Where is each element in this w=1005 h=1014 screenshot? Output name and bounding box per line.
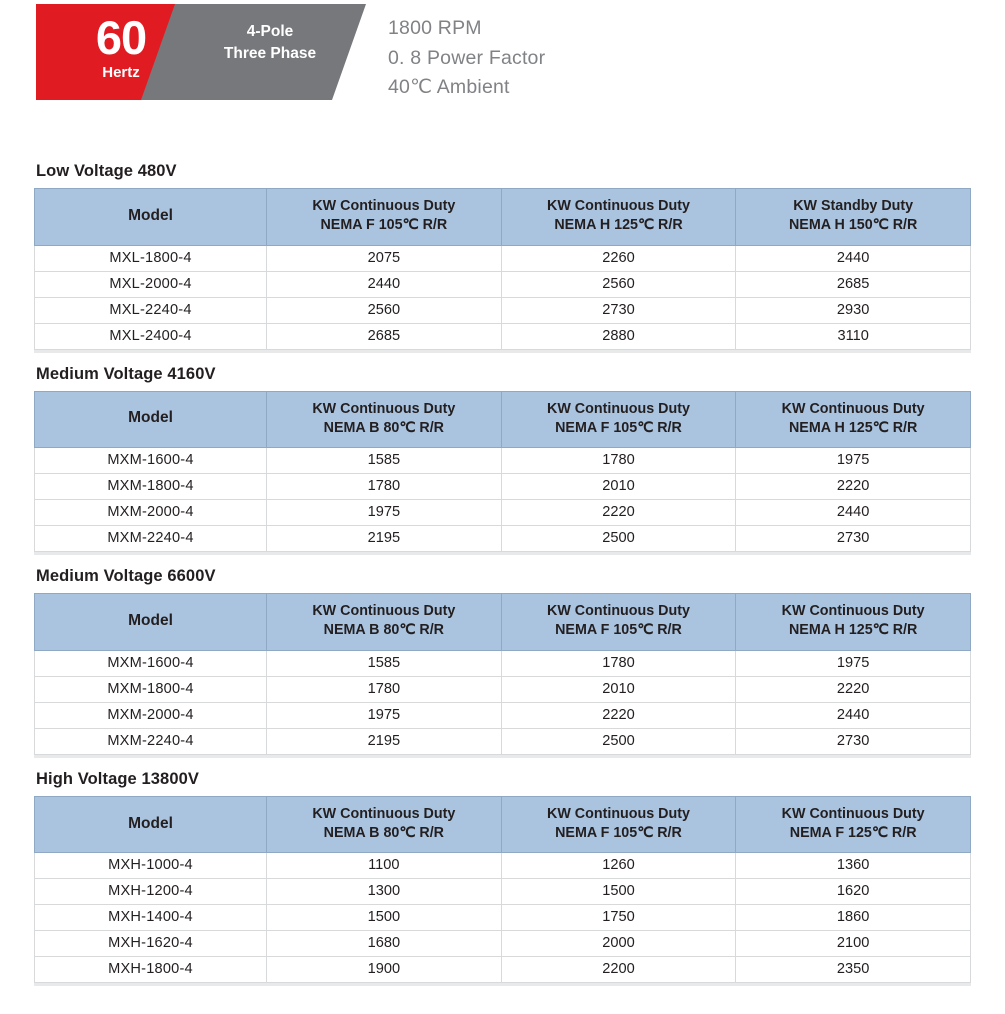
rating-cell: 2195 xyxy=(267,728,502,754)
column-header-line: KW Continuous Duty xyxy=(312,400,456,417)
model-cell: MXL-1800-4 xyxy=(35,245,267,271)
rating-cell: 2440 xyxy=(267,271,502,297)
rating-cell: 2010 xyxy=(501,676,736,702)
column-header-rating xyxy=(736,189,971,246)
column-header-line: KW Continuous Duty xyxy=(312,805,456,822)
rating-cell: 1975 xyxy=(736,448,971,474)
section-title: High Voltage 13800V xyxy=(36,769,199,788)
rating-cell: 2350 xyxy=(736,957,971,983)
table-header-row xyxy=(35,189,971,246)
model-cell: MXM-2000-4 xyxy=(35,500,267,526)
rating-cell: 1750 xyxy=(501,905,736,931)
model-cell: MXM-2000-4 xyxy=(35,702,267,728)
column-header-line: NEMA H 125℃ R/R xyxy=(554,217,683,234)
model-cell: MXM-1600-4 xyxy=(35,448,267,474)
rating-cell: 1500 xyxy=(267,905,502,931)
section-title: Medium Voltage 6600V xyxy=(36,567,216,586)
column-header-line: KW Standby Duty xyxy=(793,198,914,214)
column-header-line: KW Continuous Duty xyxy=(781,805,925,822)
table-container xyxy=(34,188,971,353)
rating-cell: 2930 xyxy=(736,297,971,323)
ratings-table xyxy=(34,796,971,984)
column-header-line: NEMA H 150℃ R/R xyxy=(788,217,918,234)
column-header-rating xyxy=(501,189,736,246)
rating-cell: 1680 xyxy=(267,931,502,957)
ratings-table xyxy=(34,593,971,755)
rating-cell: 2220 xyxy=(736,676,971,702)
rating-cell: 2685 xyxy=(736,271,971,297)
rating-cell: 2010 xyxy=(501,474,736,500)
table-container xyxy=(34,593,971,758)
rating-cell: 1260 xyxy=(501,853,736,879)
table-header-row xyxy=(35,594,971,651)
rating-cell: 2500 xyxy=(501,526,736,552)
rating-cell: 1975 xyxy=(736,650,971,676)
model-cell: MXH-1620-4 xyxy=(35,931,267,957)
column-header-rating xyxy=(736,796,971,853)
table-row xyxy=(35,448,971,474)
column-header-line: NEMA F 105℃ R/R xyxy=(555,419,682,436)
spec-rpm: 1800 RPM xyxy=(388,17,482,39)
column-header-rating xyxy=(501,796,736,853)
rating-cell: 2730 xyxy=(736,728,971,754)
column-header-line: KW Continuous Duty xyxy=(312,198,456,214)
model-cell: MXH-1200-4 xyxy=(35,879,267,905)
model-cell: MXM-1800-4 xyxy=(35,474,267,500)
spec-ambient: 40℃ Ambient xyxy=(388,76,510,99)
table-row xyxy=(35,957,971,983)
rating-cell: 1975 xyxy=(267,702,502,728)
ratings-section xyxy=(34,770,971,987)
rating-cell: 2200 xyxy=(501,957,736,983)
model-cell: MXM-1600-4 xyxy=(35,650,267,676)
column-header-line: NEMA F 105℃ R/R xyxy=(555,825,682,842)
model-cell: MXL-2240-4 xyxy=(35,297,267,323)
rating-cell: 1780 xyxy=(267,676,502,702)
hertz-unit: Hertz xyxy=(102,64,140,81)
rating-cell: 1620 xyxy=(736,879,971,905)
rating-cell: 2100 xyxy=(736,931,971,957)
column-header-line: KW Continuous Duty xyxy=(547,603,690,620)
column-header-model xyxy=(35,189,267,246)
rating-cell: 1780 xyxy=(267,474,502,500)
ratings-table xyxy=(34,188,971,350)
table-header-row xyxy=(35,796,971,853)
column-header-line: NEMA F 125℃ R/R xyxy=(789,825,917,842)
table-row xyxy=(35,500,971,526)
rating-cell: 2220 xyxy=(501,500,736,526)
column-header-line: NEMA H 125℃ R/R xyxy=(788,622,918,639)
section-title: Medium Voltage 4160V xyxy=(36,364,216,383)
model-cell: MXH-1800-4 xyxy=(35,957,267,983)
model-cell: MXL-2400-4 xyxy=(35,323,267,349)
ratings-section xyxy=(34,567,971,758)
table-row xyxy=(35,245,971,271)
table-row xyxy=(35,297,971,323)
rating-cell: 2560 xyxy=(501,271,736,297)
spec-list xyxy=(388,14,545,103)
column-header-line: NEMA B 80℃ R/R xyxy=(323,825,445,842)
rating-cell: 1780 xyxy=(501,448,736,474)
column-header-line: KW Continuous Duty xyxy=(781,400,925,417)
rating-cell: 2730 xyxy=(736,526,971,552)
column-header-line: NEMA B 80℃ R/R xyxy=(323,419,445,436)
rating-cell: 2560 xyxy=(267,297,502,323)
rating-cell: 2000 xyxy=(501,931,736,957)
rating-cell: 1900 xyxy=(267,957,502,983)
column-header-line: Model xyxy=(128,814,173,832)
column-header-model xyxy=(35,796,267,853)
rating-cell: 2500 xyxy=(501,728,736,754)
column-header-line: KW Continuous Duty xyxy=(312,603,456,620)
column-header-rating xyxy=(267,189,502,246)
table-row xyxy=(35,474,971,500)
column-header-line: Model xyxy=(128,612,173,630)
table-row xyxy=(35,728,971,754)
rating-cell: 2440 xyxy=(736,702,971,728)
ratings-section xyxy=(34,162,971,353)
table-row xyxy=(35,905,971,931)
rating-cell: 1585 xyxy=(267,650,502,676)
column-header-rating xyxy=(736,594,971,651)
table-row xyxy=(35,853,971,879)
table-row xyxy=(35,323,971,349)
rating-cell: 1100 xyxy=(267,853,502,879)
model-cell: MXH-1000-4 xyxy=(35,853,267,879)
column-header-line: NEMA H 125℃ R/R xyxy=(788,419,918,436)
model-cell: MXL-2000-4 xyxy=(35,271,267,297)
column-header-rating xyxy=(267,391,502,448)
rating-cell: 2195 xyxy=(267,526,502,552)
pole-line-1: 4-Pole xyxy=(246,23,294,40)
table-row xyxy=(35,676,971,702)
column-header-model xyxy=(35,391,267,448)
rating-cell: 2260 xyxy=(501,245,736,271)
rating-cell: 2075 xyxy=(267,245,502,271)
table-container xyxy=(34,796,971,987)
rating-cell: 1975 xyxy=(267,500,502,526)
rating-cell: 3110 xyxy=(736,323,971,349)
section-title: Low Voltage 480V xyxy=(36,162,177,180)
column-header-model xyxy=(35,594,267,651)
ratings-table xyxy=(34,391,971,553)
pole-line-2: Three Phase xyxy=(223,45,317,63)
column-header-line: KW Continuous Duty xyxy=(547,805,690,822)
table-row xyxy=(35,650,971,676)
column-header-line: Model xyxy=(128,206,173,224)
column-header-rating xyxy=(736,391,971,448)
column-header-line: Model xyxy=(128,409,173,427)
model-cell: MXM-2240-4 xyxy=(35,526,267,552)
rating-cell: 2440 xyxy=(736,500,971,526)
rating-cell: 1585 xyxy=(267,448,502,474)
rating-cell: 1300 xyxy=(267,879,502,905)
spec-power-factor: 0. 8 Power Factor xyxy=(388,46,546,69)
gray-wedge-shape xyxy=(141,4,366,100)
column-header-rating xyxy=(501,391,736,448)
table-row xyxy=(35,879,971,905)
hertz-number: 60 xyxy=(95,11,147,64)
rating-cell: 1500 xyxy=(501,879,736,905)
column-header-rating xyxy=(267,594,502,651)
ratings-sections xyxy=(0,162,1005,986)
table-row xyxy=(35,271,971,297)
column-header-line: KW Continuous Duty xyxy=(547,198,690,214)
column-header-line: NEMA F 105℃ R/R xyxy=(555,622,682,639)
column-header-line: NEMA B 80℃ R/R xyxy=(323,622,445,639)
column-header-rating xyxy=(267,796,502,853)
model-cell: MXM-2240-4 xyxy=(35,728,267,754)
model-cell: MXM-1800-4 xyxy=(35,676,267,702)
table-container xyxy=(34,391,971,556)
rating-cell: 1860 xyxy=(736,905,971,931)
rating-cell: 1780 xyxy=(501,650,736,676)
rating-cell: 2685 xyxy=(267,323,502,349)
model-cell: MXH-1400-4 xyxy=(35,905,267,931)
table-row xyxy=(35,702,971,728)
rating-cell: 2220 xyxy=(501,702,736,728)
rating-cell: 1360 xyxy=(736,853,971,879)
column-header-line: NEMA F 105℃ R/R xyxy=(320,217,448,234)
column-header-line: KW Continuous Duty xyxy=(781,603,925,620)
banner-wedges-graphic xyxy=(0,0,380,104)
column-header-line: KW Continuous Duty xyxy=(547,400,690,417)
header-banner xyxy=(0,0,1005,104)
ratings-section xyxy=(34,365,971,556)
table-row xyxy=(35,526,971,552)
table-header-row xyxy=(35,391,971,448)
rating-cell: 2730 xyxy=(501,297,736,323)
rating-cell: 2440 xyxy=(736,245,971,271)
rating-cell: 2880 xyxy=(501,323,736,349)
rating-cell: 2220 xyxy=(736,474,971,500)
column-header-rating xyxy=(501,594,736,651)
table-row xyxy=(35,931,971,957)
